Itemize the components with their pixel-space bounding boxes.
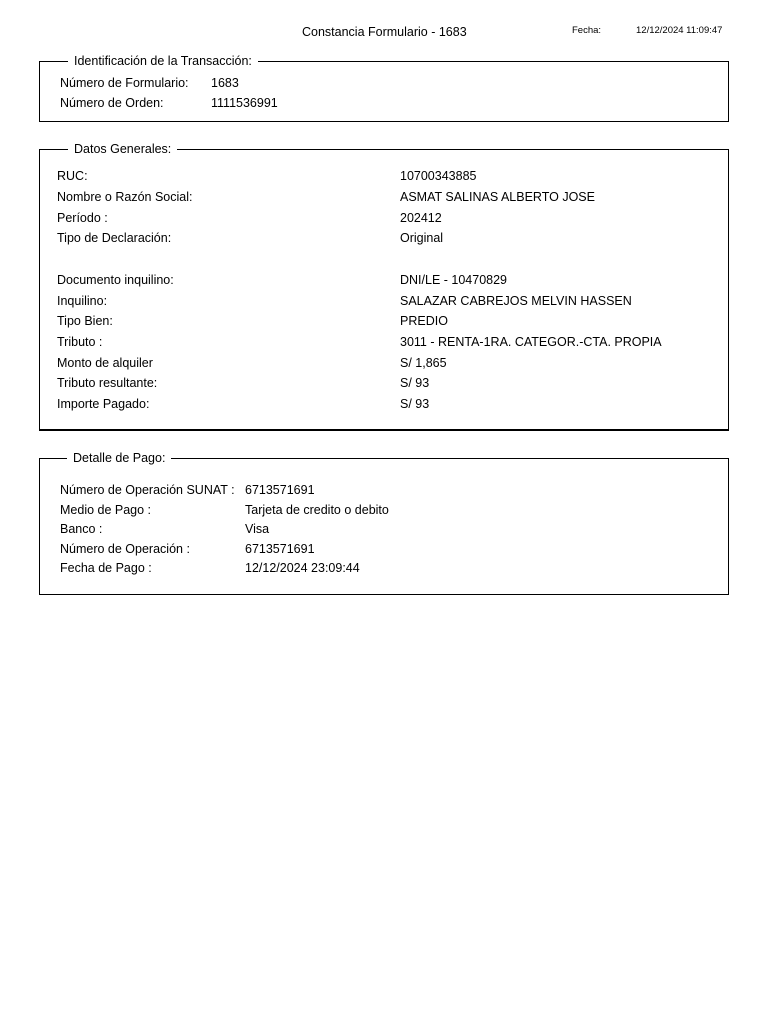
field-label-banco: Banco : xyxy=(60,522,103,536)
field-label-razon-social: Nombre o Razón Social: xyxy=(57,190,193,204)
field-label-numero-operacion: Número de Operación : xyxy=(60,542,190,556)
field-label-monto-alquiler: Monto de alquiler xyxy=(57,356,153,370)
identificacion-legend: Identificación de la Transacción: xyxy=(68,53,258,69)
field-value-monto-alquiler: S/ 1,865 xyxy=(400,356,447,370)
field-label-documento-inquilino: Documento inquilino: xyxy=(57,273,174,287)
field-label-medio-pago: Medio de Pago : xyxy=(60,503,152,517)
field-value-importe-pagado: S/ 93 xyxy=(400,397,430,411)
field-label-tipo-bien: Tipo Bien: xyxy=(57,314,113,328)
field-value-operacion-sunat: 6713571691 xyxy=(245,483,315,497)
field-value-tributo: 3011 - RENTA-1RA. CATEGOR.-CTA. PROPIA xyxy=(400,335,662,349)
field-label-tributo-resultante: Tributo resultante: xyxy=(57,376,158,390)
fecha-label: Fecha: xyxy=(572,25,602,36)
page-title: Constancia Formulario - 1683 xyxy=(302,25,467,39)
field-label-importe-pagado: Importe Pagado: xyxy=(57,397,150,411)
field-label-inquilino: Inquilino: xyxy=(57,294,108,308)
fecha-value: 12/12/2024 11:09:47 xyxy=(636,25,723,36)
field-value-tipo-declaracion: Original xyxy=(400,231,444,245)
field-value-numero-orden: 1111536991 xyxy=(211,96,278,110)
field-label-numero-orden: Número de Orden: xyxy=(60,96,164,110)
field-value-documento-inquilino: DNI/LE - 10470829 xyxy=(400,273,508,287)
field-value-numero-formulario: 1683 xyxy=(211,76,239,90)
field-label-periodo: Período : xyxy=(57,211,108,225)
field-value-inquilino: SALAZAR CABREJOS MELVIN HASSEN xyxy=(400,294,632,308)
field-value-tributo-resultante: S/ 93 xyxy=(400,376,430,390)
datos-generales-section xyxy=(39,142,729,431)
field-value-numero-operacion: 6713571691 xyxy=(245,542,315,556)
field-label-fecha-pago: Fecha de Pago : xyxy=(60,561,152,575)
field-value-ruc: 10700343885 xyxy=(400,169,477,183)
field-label-tributo: Tributo : xyxy=(57,335,103,349)
detalle-pago-legend: Detalle de Pago: xyxy=(67,450,171,466)
field-label-tipo-declaracion: Tipo de Declaración: xyxy=(57,231,172,245)
identificacion-section xyxy=(39,54,729,122)
datos-generales-legend: Datos Generales: xyxy=(68,141,177,157)
field-label-ruc: RUC: xyxy=(57,169,88,183)
field-value-banco: Visa xyxy=(245,522,270,536)
field-label-operacion-sunat: Número de Operación SUNAT : xyxy=(60,483,235,497)
field-value-medio-pago: Tarjeta de credito o debito xyxy=(245,503,389,517)
field-label-numero-formulario: Número de Formulario: xyxy=(60,76,189,90)
detalle-pago-section xyxy=(39,451,729,595)
field-value-tipo-bien: PREDIO xyxy=(400,314,448,328)
field-value-fecha-pago: 12/12/2024 23:09:44 xyxy=(245,561,360,575)
field-value-razon-social: ASMAT SALINAS ALBERTO JOSE xyxy=(400,190,595,204)
field-value-periodo: 202412 xyxy=(400,211,442,225)
